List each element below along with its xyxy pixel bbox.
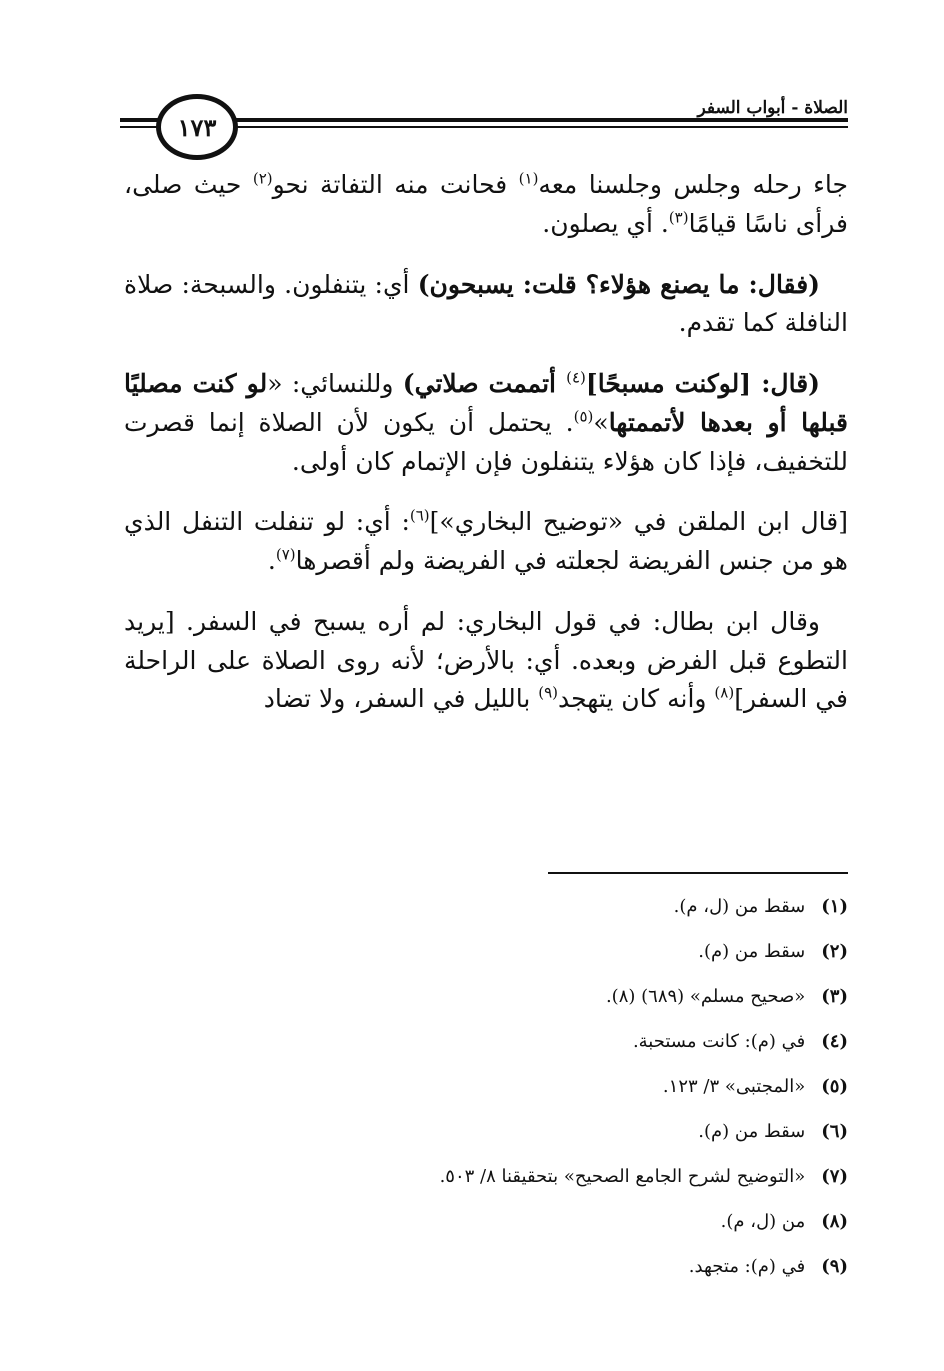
footnote-marker: (٧) [275,545,296,564]
footnote-item [300,1199,848,1244]
footnote-item [300,1154,848,1199]
paragraph [124,503,848,581]
paragraph [124,166,848,244]
footnote-number: (٤) [821,1031,848,1052]
footnote-marker: (٣) [668,208,689,227]
text-run: وقال ابن بطال: في قول البخاري: لم أره يسبح في السفر. [يريد التطوع قبل الفرض وبعده. أي: بالأرض؛ لأنه روى الصلاة على الراحلة في السفر] [124,606,848,714]
footnote-marker: (٦) [409,506,430,525]
text-run: [قال ابن الملقن في «توضيح البخاري»] [429,507,848,537]
text-run: وأنه كان يتهجد [558,684,715,714]
footnote-item [300,1109,848,1154]
hadith-quote: أتممت صلاتي) [402,369,567,398]
page-number-badge [156,94,238,160]
text-run: . يحتمل أن يكون لأن الصلاة إنما قصرت للتخفيف، فإذا كان هؤلاء يتنفلون فإن الإتمام كان أولى. [124,407,848,476]
text-run: . [267,546,276,575]
footnote-number: (٧) [821,1166,848,1187]
footnote-number: (٨) [821,1211,848,1232]
page-header [120,88,848,158]
footnote-marker: (١) [518,169,539,188]
hadith-quote: (قال: [لوكنت مسبحًا] [585,369,820,398]
hadith-quote: (فقال: ما يصنع هؤلاء؟ قلت: يسبحون) [417,269,820,299]
footnote-marker: (٤) [566,368,586,387]
footnote-marker: (٩) [538,683,559,702]
text-run: وللنسائي: « [267,369,403,398]
footnote-number: (٩) [821,1256,848,1277]
text-run: . أي يصلون. [542,208,669,238]
footnote-number: (٢) [821,941,848,962]
text-run: حيث صلى، فرأى ناسًا قيامًا [124,170,848,238]
footnote-text: «التوضيح لشرح الجامع الصحيح» بتحقيقنا ٨/ ٥٠٣. [439,1166,806,1187]
footnote-item [300,1244,848,1289]
text-run: بالليل في السفر، ولا تضاد [263,684,539,714]
footnote-number: (٦) [821,1121,848,1142]
paragraph [124,603,848,719]
text-run: فحانت منه التفاتة نحو [272,170,519,199]
footnote-item [300,1019,848,1064]
footnotes [300,884,848,1289]
footnote-marker: (٨) [714,683,735,702]
running-title: الصلاة - أبواب السفر [689,98,848,118]
footnote-text: في (م): كانت مستحبة. [632,1031,806,1052]
footnote-text: «صحيح مسلم» (٦٨٩) (٨). [605,986,806,1007]
footnote-item [300,929,848,974]
footnote-item [300,884,848,929]
footnote-text: سقط من (م). [698,1121,806,1142]
footnote-text: في (م): متجهد. [688,1256,806,1277]
footnote-separator [548,872,848,874]
text-run: أي: يتنفلون. والسبحة: صلاة النافلة كما تقدم. [124,269,848,338]
footnote-text: سقط من (ل، م). [673,896,806,917]
footnote-number: (١) [821,896,848,917]
paragraph [124,266,848,344]
text-run: جاء رحله وجلس وجلسنا معه [538,170,848,199]
footnote-item [300,1064,848,1109]
page-number: ١٧٣ [177,112,217,142]
main-text [124,166,848,741]
text-run: : أي: لو تنفلت التنفل الذي هو من جنس الفريضة لجعلته في الفريضة ولم أقصرها [124,507,848,575]
paragraph [124,365,848,481]
footnote-item [300,974,848,1019]
footnote-text: من (ل، م). [720,1211,806,1232]
footnote-number: (٥) [821,1076,848,1097]
hadith-quote: لو كنت مصليًا قبلها أو بعدها لأتممتها [124,369,848,437]
text-run: » [593,407,609,437]
footnote-number: (٣) [821,986,848,1007]
footnote-marker: (٥) [573,407,594,426]
footnote-text: سقط من (م). [698,941,806,962]
footnote-marker: (٢) [252,169,273,188]
footnote-text: «المجتبى» ٣/ ١٢٣. [662,1076,806,1097]
